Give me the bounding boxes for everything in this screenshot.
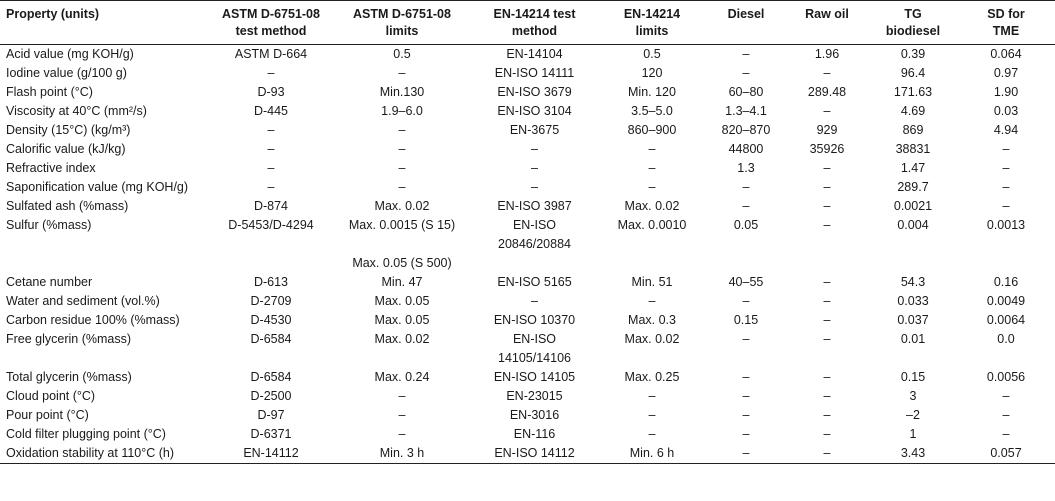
value-cell — [597, 254, 707, 273]
value-cell: – — [398, 389, 406, 403]
value-cell: 0.004 — [897, 218, 929, 232]
value-cell: – — [742, 408, 750, 422]
value-cell: – — [1002, 142, 1010, 156]
column-header — [472, 1, 597, 45]
value-cell: 289.7 — [897, 180, 929, 194]
value-cell: EN-ISO 14112 — [472, 444, 597, 464]
column-header-line: Diesel — [727, 7, 765, 21]
table-row — [0, 178, 1055, 197]
value-cell: – — [823, 218, 831, 232]
value-cell: 4.69 — [900, 104, 926, 118]
value-cell: EN-ISO 3679 — [497, 85, 572, 99]
value-cell: – — [742, 47, 750, 61]
value-cell: – — [823, 370, 831, 384]
value-cell: 1.47 — [900, 161, 926, 175]
table-row — [0, 140, 1055, 159]
value-cell: – — [823, 427, 831, 441]
value-cell: Max. 0.05 — [374, 313, 430, 327]
table-row — [0, 330, 1055, 368]
value-cell: Min. 47 — [381, 275, 423, 289]
property-cell: Pour point (°C) — [6, 408, 89, 422]
value-cell: 289.48 — [807, 85, 847, 99]
value-cell: 0.037 — [897, 313, 929, 327]
value-cell: 1.3–4.1 — [725, 104, 767, 118]
value-cell: – — [707, 444, 785, 464]
value-cell: – — [1002, 161, 1010, 175]
value-cell: D-5453/D-4294 — [228, 218, 314, 232]
value-cell: – — [1002, 408, 1010, 422]
value-cell: Max. 0.02 — [624, 332, 680, 346]
value-cell: – — [398, 180, 406, 194]
property-cell: Calorific value (kJ/kg) — [6, 142, 126, 156]
property-cell: Refractive index — [6, 161, 96, 175]
value-cell: ASTM D-664 — [234, 47, 308, 61]
value-cell: – — [648, 389, 656, 403]
value-cell: EN-ISO 10370 — [493, 313, 576, 327]
column-header-line: EN-14214 test — [493, 7, 576, 21]
column-header-line: biodiesel — [885, 24, 941, 38]
value-cell: – — [531, 142, 538, 156]
column-header-line: ASTM D-6751-08 — [222, 7, 320, 21]
value-cell: 0.03 — [993, 104, 1019, 118]
column-header-line: ASTM D-6751-08 — [353, 7, 451, 21]
value-cell: – — [648, 142, 656, 156]
value-cell: EN-ISO 3104 — [497, 104, 572, 118]
value-cell: – — [398, 161, 406, 175]
column-header-line: TME — [992, 24, 1020, 38]
column-header-line: method — [511, 24, 558, 38]
column-header-line: limits — [385, 24, 419, 38]
column-header-line: EN-14214 — [623, 7, 681, 21]
column-header — [785, 1, 869, 45]
value-cell: D-874 — [253, 199, 289, 213]
value-cell: – — [531, 161, 538, 175]
value-cell: 3 — [909, 389, 917, 403]
value-cell: – — [398, 123, 406, 137]
table-row — [0, 273, 1055, 292]
value-cell: 0.01 — [900, 332, 926, 346]
value-cell: Max. 0.05 (S 500) — [352, 256, 452, 270]
value-cell: – — [742, 180, 750, 194]
value-cell: EN-14112 — [210, 444, 332, 464]
property-cell: Cloud point (°C) — [6, 389, 96, 403]
value-cell: – — [823, 294, 831, 308]
value-cell: D-97 — [257, 408, 285, 422]
property-cell: Oxidation stability at 110°C (h) — [0, 444, 210, 464]
value-cell: – — [648, 408, 656, 422]
column-header-line: Property (units) — [6, 7, 100, 21]
value-cell: – — [823, 161, 831, 175]
property-cell: Saponification value (mg KOH/g) — [6, 180, 189, 194]
value-cell: D-6371 — [250, 427, 292, 441]
value-cell: EN-ISO 14111 — [494, 66, 575, 80]
value-cell: Max. 0.0010 — [617, 218, 687, 232]
value-cell: D-613 — [253, 275, 289, 289]
value-cell: – — [823, 275, 831, 289]
value-cell: – — [648, 427, 656, 441]
value-cell: 3.43 — [869, 444, 957, 464]
value-cell: – — [823, 408, 831, 422]
value-cell — [210, 254, 332, 273]
value-cell: 1.90 — [993, 85, 1019, 99]
value-cell: EN-ISO 14105 — [493, 370, 576, 384]
value-cell: D-2709 — [250, 294, 292, 308]
value-cell: – — [267, 180, 275, 194]
table-row — [0, 254, 1055, 273]
value-cell: – — [398, 427, 406, 441]
column-header — [332, 1, 472, 45]
value-cell: 0.39 — [900, 47, 926, 61]
value-cell: – — [823, 199, 831, 213]
value-cell: – — [823, 389, 831, 403]
value-cell: 1.96 — [814, 47, 840, 61]
value-cell: – — [742, 294, 750, 308]
value-cell: D-445 — [253, 104, 289, 118]
value-cell: Max. 0.02 — [374, 199, 430, 213]
value-cell: Min. 6 h — [597, 444, 707, 464]
value-cell: D-6584 — [250, 332, 292, 346]
value-cell: EN-ISO 20846/20884 — [498, 218, 571, 251]
column-header-line: test method — [235, 24, 307, 38]
value-cell: – — [267, 66, 275, 80]
value-cell — [785, 254, 869, 273]
value-cell: – — [742, 389, 750, 403]
value-cell: – — [531, 294, 538, 308]
value-cell: 0.16 — [993, 275, 1019, 289]
value-cell: – — [742, 427, 750, 441]
value-cell: 96.4 — [900, 66, 926, 80]
value-cell: 60–80 — [728, 85, 764, 99]
value-cell: Max. 0.25 — [624, 370, 680, 384]
value-cell: 0.97 — [993, 66, 1019, 80]
value-cell: EN-23015 — [506, 389, 563, 403]
value-cell: D-2500 — [250, 389, 292, 403]
value-cell: – — [1002, 180, 1010, 194]
value-cell: EN-116 — [513, 427, 556, 441]
value-cell: 0.15 — [900, 370, 926, 384]
property-cell: Acid value (mg KOH/g) — [6, 47, 134, 61]
value-cell: – — [398, 142, 406, 156]
value-cell — [707, 254, 785, 273]
value-cell: 0.064 — [990, 47, 1022, 61]
value-cell: Max. 0.0015 (S 15) — [348, 218, 456, 232]
value-cell: – — [742, 370, 750, 384]
value-cell: 44800 — [728, 142, 764, 156]
value-cell: 1 — [909, 427, 917, 441]
value-cell: Max. 0.24 — [374, 370, 430, 384]
value-cell: Max. 0.02 — [374, 332, 430, 346]
column-header — [957, 1, 1055, 45]
value-cell: – — [267, 161, 275, 175]
value-cell: 0.5 — [393, 47, 411, 61]
value-cell: EN-3675 — [509, 123, 560, 137]
value-cell: Min. 51 — [631, 275, 673, 289]
value-cell: 3.5–5.0 — [631, 104, 673, 118]
value-cell: 0.0064 — [986, 313, 1026, 327]
column-header-line: Raw oil — [805, 7, 849, 21]
value-cell: – — [1002, 199, 1010, 213]
table-row — [0, 311, 1055, 330]
property-cell: Cold filter plugging point (°C) — [6, 427, 166, 441]
table-row — [0, 64, 1055, 83]
value-cell: Max. 0.02 — [624, 199, 680, 213]
table-row — [0, 121, 1055, 140]
property-cell: Density (15°C) (kg/m³) — [6, 123, 131, 137]
value-cell: EN-3016 — [509, 408, 560, 422]
table-row — [0, 159, 1055, 178]
property-cell — [0, 254, 210, 273]
column-header — [210, 1, 332, 45]
value-cell — [957, 254, 1055, 273]
value-cell: – — [1002, 389, 1010, 403]
value-cell: – — [823, 104, 831, 118]
header-row — [0, 1, 1055, 45]
table-row — [0, 444, 1055, 464]
value-cell: 869 — [902, 123, 924, 137]
column-header — [0, 1, 210, 45]
table-row — [0, 45, 1055, 65]
value-cell: 171.63 — [893, 85, 933, 99]
value-cell: 0.0 — [997, 332, 1015, 346]
value-cell — [869, 254, 957, 273]
value-cell: Max. 0.05 — [374, 294, 430, 308]
value-cell: 820–870 — [721, 123, 771, 137]
property-cell: Cetane number — [6, 275, 93, 289]
value-cell: – — [398, 408, 406, 422]
value-cell: 0.0049 — [986, 294, 1026, 308]
value-cell: Min.130 — [379, 85, 425, 99]
value-cell: 0.0056 — [986, 370, 1026, 384]
table-row — [0, 292, 1055, 311]
value-cell: – — [742, 332, 750, 346]
property-cell: Free glycerin (%mass) — [6, 332, 132, 346]
value-cell: – — [742, 199, 750, 213]
value-cell: 0.0021 — [893, 199, 933, 213]
property-cell: Flash point (°C) — [6, 85, 93, 99]
value-cell: – — [742, 66, 750, 80]
value-cell: D-6584 — [250, 370, 292, 384]
value-cell: EN-ISO 3987 — [497, 199, 572, 213]
value-cell: 38831 — [895, 142, 931, 156]
value-cell: 35926 — [809, 142, 845, 156]
property-cell: Sulfur (%mass) — [6, 218, 92, 232]
value-cell: 54.3 — [900, 275, 926, 289]
value-cell: Min. 3 h — [332, 444, 472, 464]
value-cell: D-93 — [257, 85, 285, 99]
value-cell: 0.0013 — [986, 218, 1026, 232]
table-row — [0, 368, 1055, 387]
value-cell: 0.05 — [733, 218, 759, 232]
property-cell: Viscosity at 40°C (mm²/s) — [6, 104, 147, 118]
value-cell: – — [648, 180, 656, 194]
value-cell: 929 — [816, 123, 838, 137]
value-cell: – — [823, 66, 831, 80]
table-row — [0, 425, 1055, 444]
value-cell — [472, 254, 597, 273]
value-cell: 860–900 — [627, 123, 677, 137]
value-cell: 4.94 — [993, 123, 1019, 137]
value-cell: – — [267, 123, 275, 137]
value-cell: 0.5 — [643, 47, 661, 61]
column-header — [707, 1, 785, 45]
property-cell: Water and sediment (vol.%) — [6, 294, 160, 308]
property-cell: Carbon residue 100% (%mass) — [6, 313, 180, 327]
table-row — [0, 406, 1055, 425]
value-cell: EN-ISO 14105/14106 — [498, 332, 571, 365]
value-cell: D-4530 — [250, 313, 292, 327]
value-cell: Min. 120 — [628, 85, 676, 99]
value-cell: – — [823, 332, 831, 346]
value-cell: EN-ISO 5165 — [497, 275, 572, 289]
column-header-line: limits — [635, 24, 669, 38]
value-cell: – — [648, 294, 656, 308]
column-header — [597, 1, 707, 45]
value-cell: 120 — [641, 66, 663, 80]
value-cell: – — [398, 66, 406, 80]
value-cell: – — [823, 180, 831, 194]
value-cell: – — [1002, 427, 1010, 441]
value-cell: – — [531, 180, 538, 194]
value-cell: EN-14104 — [506, 47, 563, 61]
table-header — [0, 1, 1055, 45]
property-cell: Total glycerin (%mass) — [6, 370, 132, 384]
property-cell: Sulfated ash (%mass) — [6, 199, 129, 213]
value-cell: 1.3 — [737, 161, 755, 175]
value-cell: 0.033 — [897, 294, 929, 308]
value-cell: –2 — [906, 408, 920, 422]
value-cell: 0.057 — [957, 444, 1055, 464]
value-cell: – — [267, 142, 275, 156]
value-cell: 1.9–6.0 — [381, 104, 423, 118]
column-header-line: TG — [904, 7, 922, 21]
value-cell: – — [648, 161, 656, 175]
value-cell: – — [823, 313, 831, 327]
table-row — [0, 387, 1055, 406]
column-header-line: SD for — [987, 7, 1025, 21]
property-cell: Iodine value (g/100 g) — [6, 66, 127, 80]
value-cell: – — [785, 444, 869, 464]
table-row — [0, 102, 1055, 121]
value-cell: Max. 0.3 — [628, 313, 676, 327]
table-row — [0, 216, 1055, 254]
table-body — [0, 45, 1055, 464]
column-header — [869, 1, 957, 45]
table-row — [0, 83, 1055, 102]
table-row — [0, 197, 1055, 216]
value-cell: 0.15 — [733, 313, 759, 327]
value-cell: 40–55 — [728, 275, 764, 289]
